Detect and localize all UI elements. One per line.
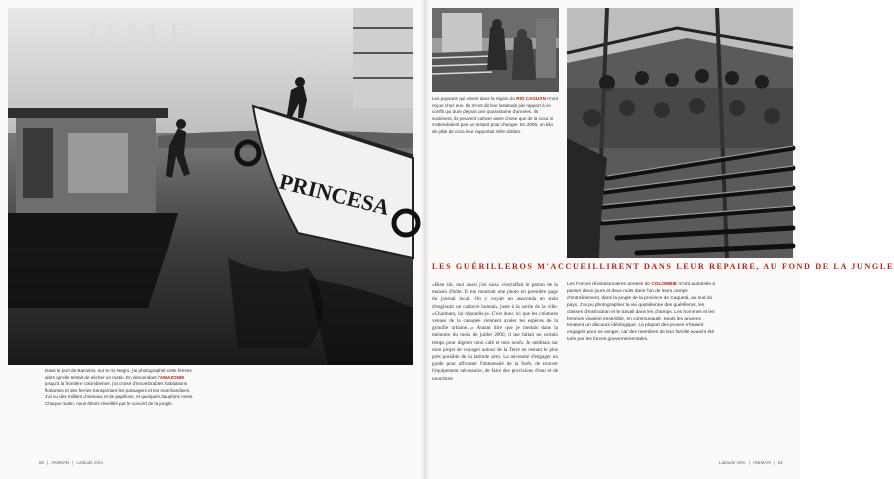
caption-text: jusqu'à la frontière colombienne, j'ai croisé d'innombrables habitations flottantes et des ferries transportant les passagers et les marchandises. J'ai vu des milliers d'oiseaux et de papillons, et quelques dauphins roses. Chaque matin, nous étions réveillés par le concert de la jungle. <box>45 381 194 406</box>
photo-guerrillas <box>567 8 793 258</box>
svg-text:M: M <box>298 42 325 75</box>
caption-text: Les Forces révolutionnaires armées de <box>567 282 652 287</box>
caption-text: m'ont reçue chez eux. Ils m'ont dit leur lassitude par rapport à ce conflit qui dure depuis une quarantaine d'années. Ils soulèvent, ils peuvent cultiver autre chose que de la coca ni s'attendraient pas un instant pour changer. En 2000, un kilo de pâte de coca leur rapportait mille dollars. <box>432 96 559 134</box>
folio-left: 80 | ANIMAN | Latitude zéro <box>39 460 103 465</box>
svg-text:O M F: O M F <box>88 15 190 57</box>
boat-name-label: PRINCESA <box>276 168 392 221</box>
page-number: 80 <box>39 460 45 465</box>
page-gutter <box>421 0 429 479</box>
caption-text: m'ont autorisée à passer deux jours et deux nuits dans l'un de leurs camps d'entraînement, dans la jungle de la province de Caquetá, au sud du pays. J'ai pu photographier la vie quotidienne des guérilleros, les classes d'instruction et le travail dans les champs. Les hommes et les femmes vivaient ensemble, en communauté. Seuls les anciens tenaient un discours idéologique. La plupart des jeunes s'étaient engagés pour se venger, car des membres de leur famille avaient été tués par les forces gouvernementales. <box>567 282 716 343</box>
main-photo-boats <box>8 8 413 365</box>
section-name: Latitude zéro <box>76 460 103 465</box>
caption-highlight: RIO CAGUÁN <box>516 96 546 101</box>
section-name: Latitude zéro <box>719 460 746 465</box>
magazine-name: ANIMAN <box>51 460 70 465</box>
caption-text: Les paysans qui vivent dans la région du <box>432 96 517 101</box>
caption-guerrillas <box>567 282 793 344</box>
caption-paragraph <box>567 282 717 344</box>
photo-peasants <box>432 8 559 92</box>
caption-main-photo <box>45 368 195 408</box>
page-number: 81 <box>777 460 783 465</box>
caption-highlight: COLOMBIE <box>651 282 678 287</box>
caption-peasants <box>432 96 559 136</box>
article-headline: LES GUÉRILLEROS M'ACCUEILLIRENT DANS LEUR REPAIRE, AU FOND DE LA JUNGLE <box>432 262 894 271</box>
folio-right: Latitude zéro | ANIMAN | 81 <box>719 460 783 465</box>
caption-highlight: AMAZONIE <box>159 374 185 380</box>
caption-text: Dans le port de Barcelos, sur le rio Negro, j'ai photographié cette femme alors qu'elle tentait de sécher un matin. En descendant l' <box>45 368 192 380</box>
magazine-name: ANIMAN <box>752 460 771 465</box>
article-body-column: «Bien sûr, moi aussi j'en suis» s'esclaffait le patron de la maison d'hôte. Il me montrait une photo en première page du journal local. On y voyait un anaconda en train d'engloutir un cadavre humain, juste à la sortie de la ville. «Charmant, lui répondis-je. C'est donc ici que les créatures venues de la canopée viennent avaler les espèces de la grouille urbaine...» Autant dire que je mettais dans la mémoire du mois de juillet 2000, il me fallait un certain temps pour digérer mon café et mes oeufs. Je méditais sur mon projet de voyager autour de la Terre en restant le plus près possible de la latitude zéro. La nécessité d'engager un guide pour affronter l'immensité de la forêt, de trouver l'équipement nécessaire, de faire des provisions d'eau et de nourriture <box>432 282 558 382</box>
